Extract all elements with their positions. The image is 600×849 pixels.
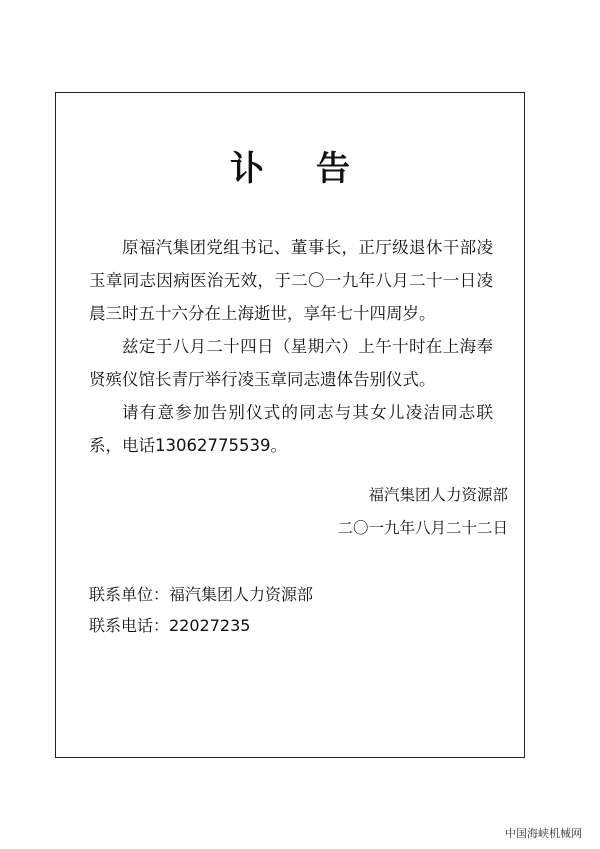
signature-organization: 福汽集团人力资源部 (368, 486, 508, 504)
contact-unit: 联系单位：福汽集团人力资源部 (89, 585, 314, 604)
signature-block (293, 479, 508, 545)
notice-frame (55, 92, 525, 758)
paragraph-ceremony-details: 兹定于八月二十四日（星期六）上午十时在上海奉贤殡仪馆长青厅举行凌玉章同志遗体告别仪式。 (89, 337, 493, 389)
notice-body (89, 231, 493, 462)
contact-block (89, 579, 313, 641)
contact-phone: 联系电话：22027235 (89, 616, 251, 635)
notice-title: 讣告 (230, 149, 402, 189)
paragraph-death-announcement: 原福汽集团党组书记、董事长，正厅级退休干部凌玉章同志因病医治无效，于二〇一九年八月二十一日凌晨三时五十六分在上海逝世，享年七十四周岁。 (89, 238, 493, 323)
paragraph-contact-family: 请有意参加告别仪式的同志与其女儿凌洁同志联系，电话13062775539。 (89, 403, 493, 455)
signature-date: 二〇一九年八月二十二日 (337, 519, 508, 537)
watermark: 中国海峡机械网 (505, 827, 582, 840)
